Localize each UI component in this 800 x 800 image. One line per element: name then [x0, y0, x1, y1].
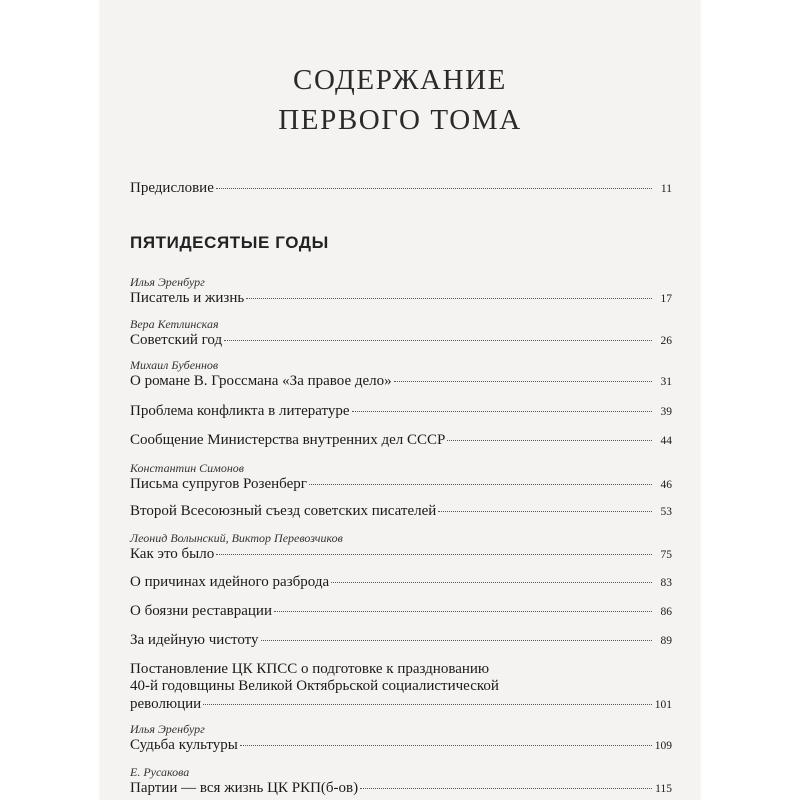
toc-entry — [130, 765, 672, 799]
dot-leader — [274, 611, 652, 612]
toc-entry-title-line: 40-й годовщины Великой Октябрьской социалистической — [130, 678, 499, 694]
toc-entry — [130, 573, 672, 593]
toc-page-number: 31 — [660, 376, 672, 388]
dot-leader — [309, 484, 652, 485]
toc-entry-title: О причинах идейного разброда — [130, 574, 330, 590]
toc-entry — [130, 502, 672, 522]
toc-entry-author: Вера Кетлинская — [130, 317, 219, 331]
toc-entry — [130, 317, 672, 351]
toc-entry-title: Советский год — [130, 332, 223, 348]
dot-leader — [360, 788, 652, 789]
toc-entry — [130, 531, 672, 565]
contents-heading-line-1: СОДЕРЖАНИЕ — [293, 64, 507, 96]
book-page — [100, 0, 700, 800]
dot-leader — [224, 340, 652, 341]
toc-entry-title: О романе В. Гроссмана «За правое дело» — [130, 373, 392, 389]
toc-entry-title-line: Постановление ЦК КПСС о подготовке к празднованию — [130, 661, 490, 677]
toc-entry-title: Партии — вся жизнь ЦК РКП(б-ов) — [130, 780, 359, 796]
toc-entry-preface — [130, 179, 672, 199]
toc-entry-title: Писатель и жизнь — [130, 290, 245, 306]
toc-entry — [130, 661, 672, 715]
dot-leader — [240, 745, 652, 746]
dot-leader — [394, 381, 652, 382]
dot-leader — [331, 582, 652, 583]
dot-leader — [352, 411, 652, 412]
dot-leader — [447, 440, 652, 441]
toc-entry-title: Проблема конфликта в литературе — [130, 403, 350, 419]
contents-heading-line-2: ПЕРВОГО ТОМА — [278, 104, 522, 136]
dot-leader — [203, 704, 652, 705]
dot-leader — [261, 640, 653, 641]
toc-page-number: 109 — [654, 740, 672, 752]
toc-entry-author: Илья Эренбург — [130, 722, 205, 736]
toc-entry-author: Михаил Бубеннов — [130, 358, 219, 372]
toc-entry — [130, 631, 672, 651]
toc-entry-author: Илья Эренбург — [130, 275, 205, 289]
dot-leader — [216, 554, 652, 555]
toc-page-number: 26 — [660, 335, 672, 347]
toc-entry — [130, 358, 672, 392]
toc-entry — [130, 402, 672, 422]
section-heading: ПЯТИДЕСЯТЫЕ ГОДЫ — [130, 233, 329, 252]
toc-page-number: 46 — [660, 479, 672, 491]
toc-entry-title: Предисловие — [130, 180, 214, 196]
toc-entry-author: Леонид Волынский, Виктор Перевозчиков — [130, 531, 343, 545]
toc-entry-title: За идейную чистоту — [130, 632, 259, 648]
toc-page-number: 75 — [660, 549, 672, 561]
dot-leader — [246, 298, 652, 299]
toc-entry-title: О боязни реставрации — [130, 603, 272, 619]
toc-page-number: 44 — [660, 435, 672, 447]
toc-entry — [130, 602, 672, 622]
toc-page-number: 53 — [660, 506, 672, 518]
toc-page-number: 83 — [660, 577, 672, 589]
dot-leader — [216, 188, 652, 189]
toc-entry — [130, 722, 672, 756]
toc-entry — [130, 275, 672, 309]
toc-entry-title-line: революции — [130, 696, 202, 712]
toc-page-number: 11 — [660, 183, 672, 195]
toc-entry-title: Судьба культуры — [130, 737, 238, 753]
toc-page-number: 115 — [655, 783, 672, 795]
toc-page-number: 86 — [660, 606, 672, 618]
toc-entry — [130, 431, 672, 451]
toc-entry-author: Константин Симонов — [130, 461, 244, 475]
toc-page-number: 89 — [660, 635, 672, 647]
toc-entry-title: Сообщение Министерства внутренних дел СССР — [130, 432, 446, 448]
toc-page-number: 17 — [660, 293, 672, 305]
toc-entry-title: Как это было — [130, 546, 215, 562]
toc-entry-author: Е. Русакова — [130, 765, 190, 779]
toc-entry-title: Письма супругов Розенберг — [130, 476, 307, 492]
toc-page-number: 101 — [654, 699, 672, 711]
toc-page-number: 39 — [660, 406, 672, 418]
dot-leader — [438, 511, 652, 512]
toc-entry-title: Второй Всесоюзный съезд советских писателей — [130, 503, 437, 519]
toc-entry — [130, 461, 672, 495]
